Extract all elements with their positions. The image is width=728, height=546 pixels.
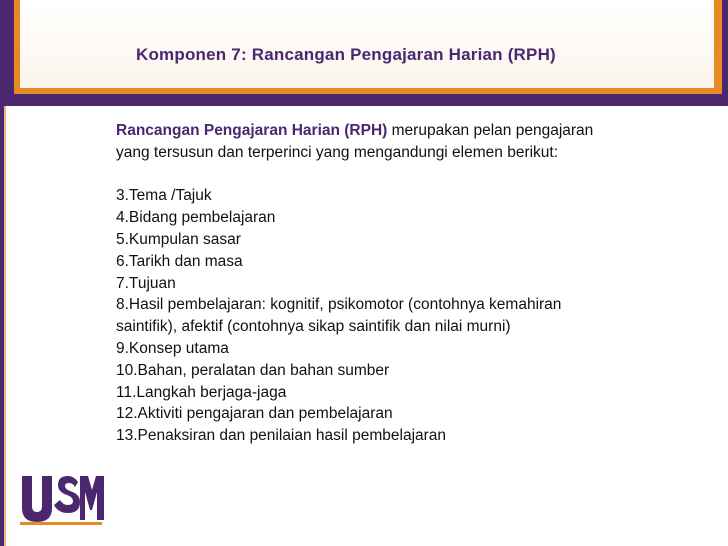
intro-paragraph [116, 120, 706, 142]
slide-title: Komponen 7: Rancangan Pengajaran Harian (RPH) [136, 45, 556, 64]
list-item: 6.Tarikh dan masa [116, 252, 243, 270]
slide-content [116, 120, 706, 447]
list-item: 5.Kumpulan sasar [116, 230, 241, 248]
usm-logo-icon [18, 468, 104, 528]
left-accent-line [4, 106, 6, 546]
list-item: 7.Tujuan [116, 274, 176, 292]
list-item: 10.Bahan, peralatan dan bahan sumber [116, 361, 390, 379]
intro-bold-term: Rancangan Pengajaran Harian (RPH) [116, 122, 388, 139]
list-item: 12.Aktiviti pengajaran dan pembelajaran [116, 405, 393, 423]
list-item: 9.Konsep utama [116, 339, 229, 357]
intro-rest: merupakan pelan pengajaran [387, 122, 594, 139]
title-band-core [20, 0, 714, 88]
list-item: 8.Hasil pembelajaran: kognitif, psikomotor (contohnya kemahiran [116, 296, 562, 314]
list-item: 4.Bidang pembelajaran [116, 209, 276, 227]
usm-logo [18, 468, 104, 528]
list-item: 13.Penaksiran dan penilaian hasil pembelajaran [116, 427, 447, 445]
intro-line-2: yang tersusun dan terperinci yang mengandungi elemen berikut: [116, 143, 559, 161]
list-item: 3.Tema /Tajuk [116, 187, 212, 205]
list-item: 11.Langkah berjaga-jaga [116, 383, 287, 401]
list-item: saintifik), afektif (contohnya sikap saintifik dan nilai murni) [116, 318, 511, 336]
